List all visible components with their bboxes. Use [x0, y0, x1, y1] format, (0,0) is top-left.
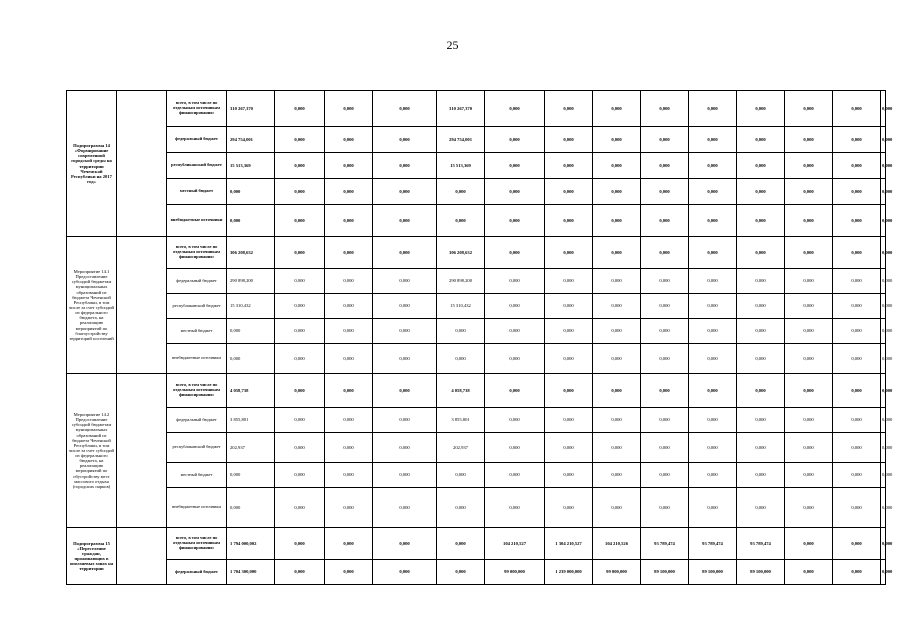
amount-cell: 0,000 [437, 463, 485, 488]
amount-cell: 0,000 [275, 153, 325, 179]
amount-cell: 0,000 [437, 560, 485, 585]
amount-cell: 0,000 [689, 408, 737, 433]
amount-cell: 0,000 [641, 463, 689, 488]
amount-cell: 0,000 [785, 344, 833, 374]
amount-cell: 0,000 [373, 463, 437, 488]
amount-cell: 0,000 [275, 179, 325, 205]
amount-cell: 0,000 [737, 153, 785, 179]
table-row [67, 179, 886, 205]
amount-cell: 0,000 [689, 127, 737, 153]
amount-cell: 1 304 210,527 [545, 528, 593, 560]
amount-cell: 0,000 [689, 433, 737, 463]
amount-cell: 0,000 [785, 374, 833, 408]
amount-cell: 0,000 [641, 127, 689, 153]
funding-source-cell: федеральный бюджет [167, 408, 227, 433]
funding-source-cell: федеральный бюджет [167, 127, 227, 153]
amount-cell: 0,000 [833, 237, 881, 269]
amount-cell: 99 000,000 [485, 560, 545, 585]
amount-cell: 0,000 [689, 319, 737, 344]
total-amount-cell: 1 704 300,000 [227, 560, 275, 585]
amount-cell: 0,000 [737, 179, 785, 205]
amount-cell: 0,000 [881, 463, 886, 488]
total-amount-cell: 3 855,801 [227, 408, 275, 433]
amount-cell: 93 789,474 [689, 528, 737, 560]
amount-cell: 89 100,000 [689, 560, 737, 585]
total-amount-cell: 0,000 [227, 205, 275, 237]
amount-cell: 0,000 [373, 179, 437, 205]
table-row [67, 319, 886, 344]
table-row [67, 153, 886, 179]
amount-cell: 0,000 [545, 319, 593, 344]
funding-source-cell: местный бюджет [167, 463, 227, 488]
amount-cell: 0,000 [325, 488, 373, 528]
amount-cell: 0,000 [275, 374, 325, 408]
table-row [67, 294, 886, 319]
total-amount-cell: 0,000 [227, 319, 275, 344]
amount-cell: 0,000 [325, 205, 373, 237]
amount-cell: 0,000 [737, 205, 785, 237]
amount-cell: 0,000 [689, 463, 737, 488]
table-row [67, 408, 886, 433]
amount-cell: 0,000 [833, 488, 881, 528]
amount-cell: 0,000 [325, 127, 373, 153]
amount-cell: 0,000 [785, 560, 833, 585]
amount-cell: 93 789,474 [641, 528, 689, 560]
amount-cell: 0,000 [275, 433, 325, 463]
amount-cell: 0,000 [833, 269, 881, 294]
amount-cell: 0,000 [545, 205, 593, 237]
amount-cell: 0,000 [593, 463, 641, 488]
amount-cell: 0,000 [833, 294, 881, 319]
amount-cell: 0,000 [737, 408, 785, 433]
amount-cell: 0,000 [275, 488, 325, 528]
amount-cell: 0,000 [785, 463, 833, 488]
amount-cell: 0,000 [689, 205, 737, 237]
amount-cell: 0,000 [881, 528, 886, 560]
total-amount-cell: 4 058,738 [227, 374, 275, 408]
amount-cell: 0,000 [485, 91, 545, 127]
amount-cell: 0,000 [275, 127, 325, 153]
amount-cell: 0,000 [545, 408, 593, 433]
amount-cell: 0,000 [275, 319, 325, 344]
amount-cell: 290 898,200 [437, 269, 485, 294]
funding-source-cell: местный бюджет [167, 319, 227, 344]
executor-cell [117, 374, 167, 528]
amount-cell: 0,000 [593, 91, 641, 127]
amount-cell: 0,000 [881, 374, 886, 408]
amount-cell: 0,000 [373, 319, 437, 344]
amount-cell: 0,000 [785, 91, 833, 127]
amount-cell: 0,000 [737, 269, 785, 294]
amount-cell: 0,000 [833, 374, 881, 408]
amount-cell: 0,000 [785, 488, 833, 528]
amount-cell: 0,000 [325, 433, 373, 463]
executor-cell [117, 528, 167, 585]
amount-cell: 0,000 [833, 205, 881, 237]
executor-cell [117, 237, 167, 374]
amount-cell: 4 058,738 [437, 374, 485, 408]
amount-cell: 0,000 [641, 374, 689, 408]
table-row [67, 374, 886, 408]
amount-cell: 0,000 [275, 528, 325, 560]
total-amount-cell: 290 898,200 [227, 269, 275, 294]
amount-cell: 0,000 [275, 463, 325, 488]
amount-cell: 0,000 [325, 319, 373, 344]
amount-cell: 0,000 [737, 237, 785, 269]
amount-cell: 310 267,370 [437, 91, 485, 127]
amount-cell: 0,000 [373, 269, 437, 294]
amount-cell: 0,000 [545, 463, 593, 488]
amount-cell: 93 789,474 [737, 528, 785, 560]
total-amount-cell: 202,937 [227, 433, 275, 463]
amount-cell: 0,000 [325, 153, 373, 179]
amount-cell: 0,000 [275, 205, 325, 237]
amount-cell: 0,000 [785, 205, 833, 237]
amount-cell: 0,000 [545, 237, 593, 269]
amount-cell: 0,000 [593, 179, 641, 205]
amount-cell: 0,000 [485, 374, 545, 408]
amount-cell: 0,000 [373, 294, 437, 319]
funding-source-cell: всего, в том числе по отдельным источникам финансирования: [167, 374, 227, 408]
amount-cell: 0,000 [545, 294, 593, 319]
amount-cell: 0,000 [485, 127, 545, 153]
amount-cell: 104 210,526 [593, 528, 641, 560]
amount-cell: 0,000 [545, 374, 593, 408]
amount-cell: 0,000 [737, 91, 785, 127]
amount-cell: 0,000 [593, 408, 641, 433]
amount-cell: 0,000 [593, 344, 641, 374]
amount-cell: 89 100,000 [737, 560, 785, 585]
amount-cell: 0,000 [833, 528, 881, 560]
amount-cell: 0,000 [545, 127, 593, 153]
amount-cell: 0,000 [833, 91, 881, 127]
amount-cell: 0,000 [437, 488, 485, 528]
amount-cell: 0,000 [785, 179, 833, 205]
amount-cell: 0,000 [275, 269, 325, 294]
amount-cell: 0,000 [437, 179, 485, 205]
amount-cell: 0,000 [881, 344, 886, 374]
amount-cell: 0,000 [437, 528, 485, 560]
amount-cell: 15 513,369 [437, 153, 485, 179]
amount-cell: 0,000 [373, 560, 437, 585]
amount-cell: 0,000 [593, 374, 641, 408]
amount-cell: 99 000,000 [593, 560, 641, 585]
amount-cell: 0,000 [485, 408, 545, 433]
amount-cell: 0,000 [689, 153, 737, 179]
total-amount-cell: 306 208,632 [227, 237, 275, 269]
amount-cell: 0,000 [881, 433, 886, 463]
total-amount-cell: 0,000 [227, 488, 275, 528]
amount-cell: 294 754,001 [437, 127, 485, 153]
amount-cell: 0,000 [833, 179, 881, 205]
amount-cell: 0,000 [881, 319, 886, 344]
amount-cell: 0,000 [373, 433, 437, 463]
amount-cell: 0,000 [785, 408, 833, 433]
amount-cell: 0,000 [373, 344, 437, 374]
amount-cell: 0,000 [641, 269, 689, 294]
amount-cell: 0,000 [485, 237, 545, 269]
amount-cell: 0,000 [545, 433, 593, 463]
amount-cell: 0,000 [641, 91, 689, 127]
amount-cell: 0,000 [325, 344, 373, 374]
amount-cell: 0,000 [373, 237, 437, 269]
amount-cell: 0,000 [325, 374, 373, 408]
amount-cell: 0,000 [275, 344, 325, 374]
total-amount-cell: 15 310,432 [227, 294, 275, 319]
amount-cell: 0,000 [833, 319, 881, 344]
table-row [67, 205, 886, 237]
total-amount-cell: 310 267,370 [227, 91, 275, 127]
amount-cell: 0,000 [593, 205, 641, 237]
amount-cell: 0,000 [275, 294, 325, 319]
amount-cell: 0,000 [593, 319, 641, 344]
amount-cell: 0,000 [689, 488, 737, 528]
amount-cell: 0,000 [689, 374, 737, 408]
table-row [67, 269, 886, 294]
funding-source-cell: федеральный бюджет [167, 269, 227, 294]
amount-cell: 0,000 [641, 488, 689, 528]
amount-cell: 0,000 [373, 408, 437, 433]
amount-cell: 0,000 [737, 488, 785, 528]
amount-cell: 0,000 [785, 269, 833, 294]
amount-cell: 0,000 [437, 344, 485, 374]
amount-cell: 0,000 [833, 463, 881, 488]
amount-cell: 0,000 [737, 127, 785, 153]
budget-table-body [67, 91, 893, 585]
amount-cell: 0,000 [881, 560, 886, 585]
amount-cell: 0,000 [593, 294, 641, 319]
amount-cell: 0,000 [785, 153, 833, 179]
amount-cell: 3 855,801 [437, 408, 485, 433]
amount-cell: 0,000 [485, 269, 545, 294]
table-row [67, 488, 886, 528]
total-amount-cell: 0,000 [227, 463, 275, 488]
funding-source-cell: внебюджетные источники [167, 488, 227, 528]
table-row [67, 463, 886, 488]
amount-cell: 0,000 [833, 127, 881, 153]
amount-cell: 0,000 [641, 205, 689, 237]
amount-cell: 0,000 [689, 269, 737, 294]
amount-cell: 0,000 [485, 433, 545, 463]
amount-cell: 0,000 [641, 294, 689, 319]
amount-cell: 0,000 [881, 408, 886, 433]
funding-source-cell: всего, в том числе по отдельным источникам финансирования: [167, 91, 227, 127]
program-name-cell: Подпрограмма 15 «Переселение граждан, проживающих в оползневых зонах на территории [67, 528, 117, 585]
amount-cell: 0,000 [485, 179, 545, 205]
program-name-cell: Мероприятие 14.1 Предоставление субсидий бюджетам муниципальных образований из бюджета Чеченской Республики, в том числе за счет субсидий из федерального бюджета, на реализацию мероприятий по благоустройству территорий поселений [67, 237, 117, 374]
amount-cell: 0,000 [881, 127, 886, 153]
amount-cell: 0,000 [737, 374, 785, 408]
amount-cell: 0,000 [737, 433, 785, 463]
amount-cell: 0,000 [833, 560, 881, 585]
amount-cell: 0,000 [593, 269, 641, 294]
funding-source-cell: всего, в том числе по отдельным источникам финансирования: [167, 528, 227, 560]
amount-cell: 0,000 [545, 344, 593, 374]
amount-cell: 0,000 [881, 153, 886, 179]
amount-cell: 0,000 [485, 205, 545, 237]
amount-cell: 0,000 [275, 408, 325, 433]
amount-cell: 0,000 [593, 488, 641, 528]
amount-cell: 0,000 [325, 528, 373, 560]
amount-cell: 0,000 [545, 153, 593, 179]
funding-source-cell: республиканский бюджет [167, 433, 227, 463]
amount-cell: 0,000 [485, 153, 545, 179]
total-amount-cell: 0,000 [227, 179, 275, 205]
amount-cell: 0,000 [881, 269, 886, 294]
amount-cell: 0,000 [785, 127, 833, 153]
amount-cell: 0,000 [373, 127, 437, 153]
amount-cell: 0,000 [485, 463, 545, 488]
funding-source-cell: внебюджетные источники [167, 205, 227, 237]
total-amount-cell: 15 513,369 [227, 153, 275, 179]
amount-cell: 0,000 [785, 237, 833, 269]
executor-cell [117, 91, 167, 237]
amount-cell: 0,000 [641, 179, 689, 205]
amount-cell: 0,000 [373, 374, 437, 408]
program-name-cell: Подпрограмма 14 «Формирование современной городской среды на территории Чеченской Республики на 2017 год» [67, 91, 117, 237]
funding-source-cell: внебюджетные источники [167, 344, 227, 374]
total-amount-cell: 1 794 000,002 [227, 528, 275, 560]
amount-cell: 0,000 [545, 488, 593, 528]
amount-cell: 0,000 [593, 433, 641, 463]
amount-cell: 0,000 [485, 488, 545, 528]
amount-cell: 0,000 [689, 179, 737, 205]
program-name-cell: Мероприятие 14.2 Предоставление субсидий бюджетам муниципальных образований из бюджета Чеченской Республики, в том числе за счет субсидий из федерального бюджета, на реализацию мероприятий по обустройству мест массового отдыха (городских парков) [67, 374, 117, 528]
amount-cell: 0,000 [373, 528, 437, 560]
amount-cell: 0,000 [325, 237, 373, 269]
amount-cell: 0,000 [737, 463, 785, 488]
table-row [67, 528, 886, 560]
amount-cell: 0,000 [833, 408, 881, 433]
funding-source-cell: всего, в том числе по отдельным источникам финансирования: [167, 237, 227, 269]
amount-cell: 0,000 [593, 237, 641, 269]
amount-cell: 104 210,527 [485, 528, 545, 560]
amount-cell: 0,000 [641, 344, 689, 374]
table-row [67, 127, 886, 153]
table-row [67, 433, 886, 463]
amount-cell: 0,000 [785, 528, 833, 560]
page-number: 25 [446, 38, 459, 52]
amount-cell: 0,000 [881, 205, 886, 237]
amount-cell: 0,000 [881, 179, 886, 205]
amount-cell: 0,000 [641, 237, 689, 269]
amount-cell: 0,000 [437, 319, 485, 344]
amount-cell: 0,000 [737, 294, 785, 319]
amount-cell: 0,000 [833, 433, 881, 463]
amount-cell: 0,000 [593, 127, 641, 153]
amount-cell: 0,000 [833, 344, 881, 374]
amount-cell: 0,000 [881, 294, 886, 319]
amount-cell: 0,000 [785, 294, 833, 319]
amount-cell: 0,000 [373, 205, 437, 237]
amount-cell: 0,000 [881, 488, 886, 528]
funding-source-cell: республиканский бюджет [167, 153, 227, 179]
amount-cell: 0,000 [881, 91, 886, 127]
amount-cell: 0,000 [373, 91, 437, 127]
table-row [67, 237, 886, 269]
amount-cell: 0,000 [545, 179, 593, 205]
total-amount-cell: 0,000 [227, 344, 275, 374]
amount-cell: 0,000 [325, 463, 373, 488]
funding-source-cell: местный бюджет [167, 179, 227, 205]
amount-cell: 89 100,000 [641, 560, 689, 585]
funding-source-cell: республиканский бюджет [167, 294, 227, 319]
amount-cell: 0,000 [275, 560, 325, 585]
amount-cell: 0,000 [641, 408, 689, 433]
amount-cell: 0,000 [325, 560, 373, 585]
amount-cell: 0,000 [325, 179, 373, 205]
amount-cell: 0,000 [785, 433, 833, 463]
amount-cell: 0,000 [641, 319, 689, 344]
amount-cell: 202,937 [437, 433, 485, 463]
amount-cell: 0,000 [593, 153, 641, 179]
amount-cell: 0,000 [689, 91, 737, 127]
total-amount-cell: 294 754,001 [227, 127, 275, 153]
amount-cell: 0,000 [737, 319, 785, 344]
amount-cell: 0,000 [689, 344, 737, 374]
table-row [67, 91, 886, 127]
amount-cell: 0,000 [689, 237, 737, 269]
amount-cell: 0,000 [325, 294, 373, 319]
amount-cell: 15 310,432 [437, 294, 485, 319]
amount-cell: 0,000 [641, 433, 689, 463]
amount-cell: 0,000 [325, 269, 373, 294]
amount-cell: 306 208,632 [437, 237, 485, 269]
amount-cell: 0,000 [373, 153, 437, 179]
amount-cell: 0,000 [785, 319, 833, 344]
amount-cell: 0,000 [275, 91, 325, 127]
amount-cell: 1 239 000,000 [545, 560, 593, 585]
amount-cell: 0,000 [833, 153, 881, 179]
amount-cell: 0,000 [485, 344, 545, 374]
amount-cell: 0,000 [485, 319, 545, 344]
amount-cell: 0,000 [275, 237, 325, 269]
amount-cell: 0,000 [737, 344, 785, 374]
amount-cell: 0,000 [545, 91, 593, 127]
amount-cell: 0,000 [437, 205, 485, 237]
funding-source-cell: федеральный бюджет [167, 560, 227, 585]
amount-cell: 0,000 [325, 408, 373, 433]
budget-table [66, 90, 893, 585]
amount-cell: 0,000 [881, 237, 886, 269]
amount-cell: 0,000 [373, 488, 437, 528]
table-row [67, 344, 886, 374]
amount-cell: 0,000 [689, 294, 737, 319]
table-row [67, 560, 886, 585]
amount-cell: 0,000 [641, 153, 689, 179]
amount-cell: 0,000 [325, 91, 373, 127]
amount-cell: 0,000 [545, 269, 593, 294]
amount-cell: 0,000 [485, 294, 545, 319]
